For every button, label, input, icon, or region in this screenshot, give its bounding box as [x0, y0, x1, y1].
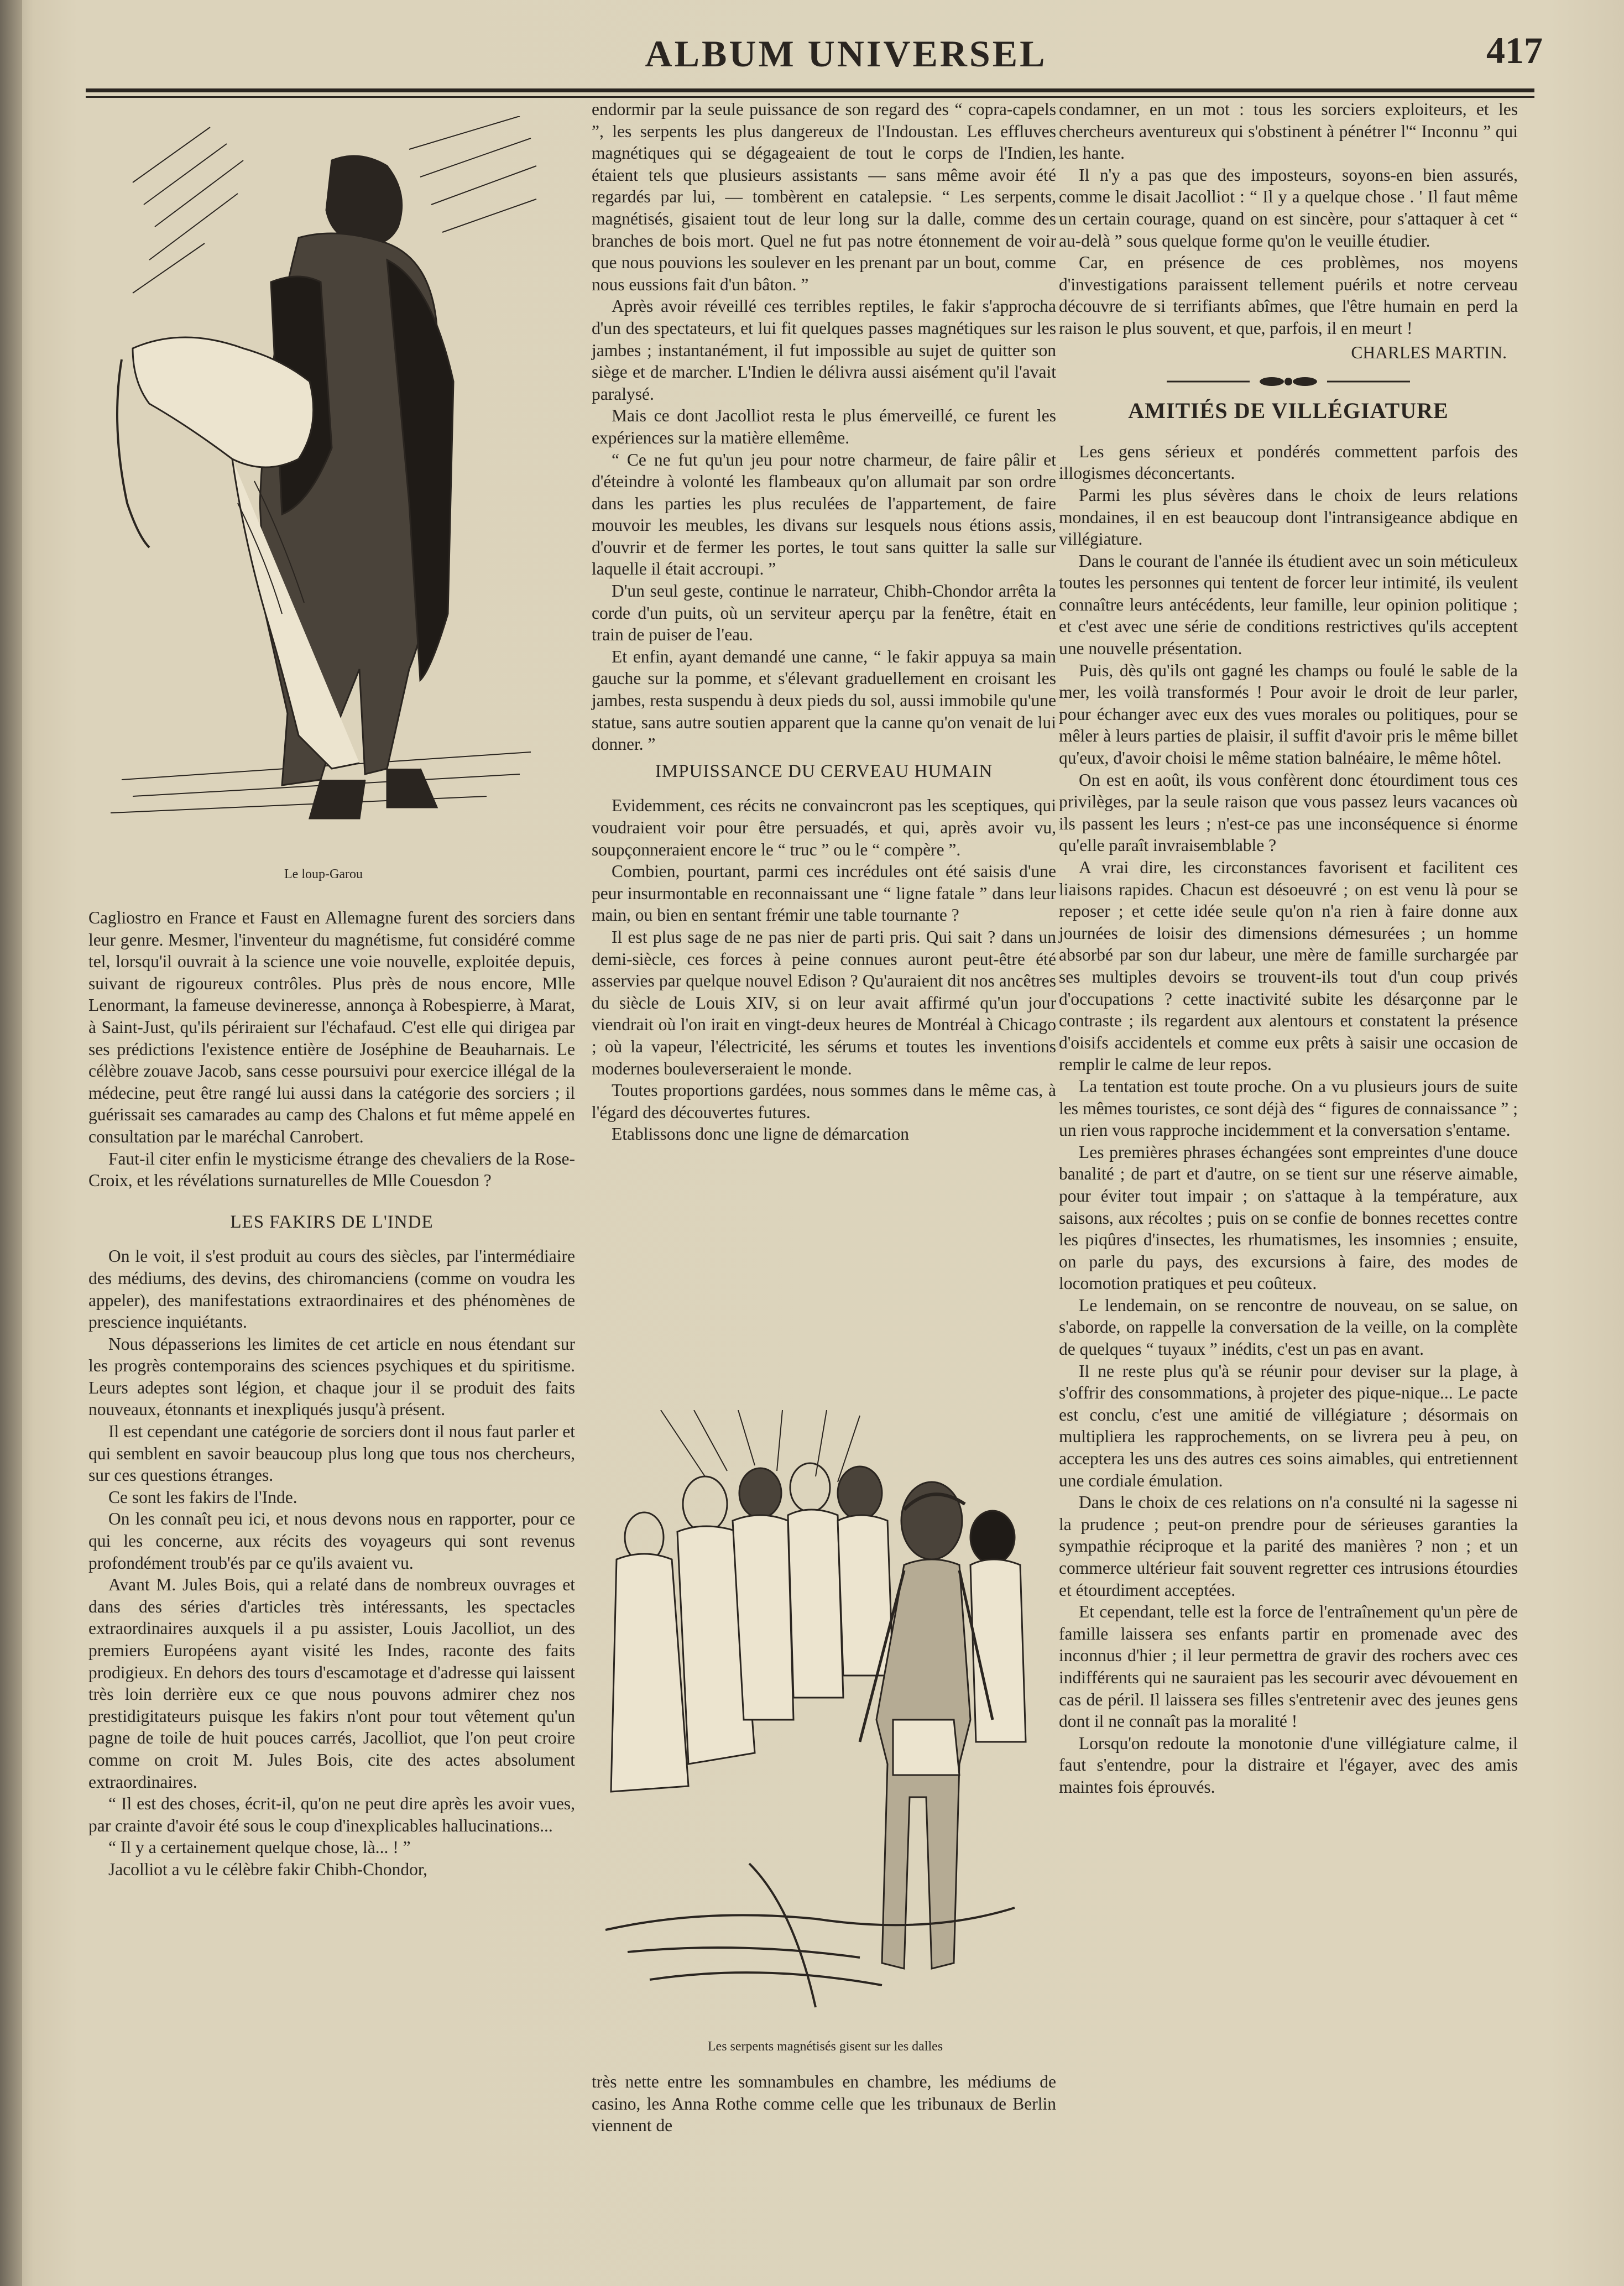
col3-paragraph: Il n'y a pas que des imposteurs, soyons-en bien assurés, comme le disait Jacolliot : “ Il y a quelque chose . ' Il faut même un certain courage, quand on est sincère, pour s'attaquer à cet “ au-delà ” sous quelque forme qu'on le veuille étudier. — [1059, 165, 1518, 250]
subhead-impuissance: IMPUISSANCE DU CERVEAU HUMAIN — [655, 761, 993, 781]
col2-bottom-text: très nette entre les somnambules en chambre, les médiums de casino, les Anna Rothe comme celle que les tribunaux de Berlin viennent de — [592, 2072, 1056, 2136]
col2-paragraph: Il est plus sage de ne pas nier de parti pris. Qui sait ? dans un demi-siècle, ces forces à peine connues auront peut-être été asservies par quelque nouvel Edison ? Qu'auraient dit nos ancêtres du siècle de Louis XIV, si on leur avait affirmé qu'un jour viendrait où l'on irait en vingt-deux heures de Montréal à Chicago ; où la vapeur, l'électricité, les sérums et toutes les inventions modernes bouleverseraient le monde. — [592, 927, 1056, 1078]
col3-paragraph: Il ne reste plus qu'à se réunir pour deviser sur la plage, à s'offrir des consommations, à projeter des pique-nique... Le pacte est conclu, c'est une amitié de villégiature ; désormais on multipliera les rapprochements, on se livrera peu à peu, on acceptera les uns des autres ces soins aimables, qui entretiennent une cordiale émulation. — [1059, 1361, 1518, 1490]
col1-paragraph: On les connaît peu ici, et nous devons nous en rapporter, pour ce qui les concerne, aux récits des voyageurs qui sont revenus profondément troub'és par ce qu'ils avaient vu. — [88, 1509, 575, 1573]
col2-paragraph: endormir par la seule puissance de son regard des “ copra-capels ”, les serpents les plus dangereux de l'Indoustan. Les effluves magnétiques qui se dégageaient de tout le corps de l'Indien, étaient tels que plusieurs assistants — sans même avoir été regardés par lui, — tombèrent en catalepsie. “ Les serpents, magnétisés, gisaient tout de leur long sur la dalle, comme des branches de bois mort. Quel ne fut pas notre étonnement de voir que nous pouvions les soulever en les prenant par un bout, comme nous eussions fait d'un bâton. ” — [592, 100, 1056, 294]
loup-garou-illustration — [100, 116, 547, 835]
col3-paragraph: Parmi les plus sévères dans le choix de leurs relations mondaines, il en est beaucoup dont l'intransigeance abdique en villégiature. — [1059, 485, 1518, 549]
col3-paragraph: Et cependant, telle est la force de l'entraînement qu'un père de famille laissera ses enfants partir en promenade avec des inconnus d'hier ; il leur permettra de gravir des rochers avec ces indifférents qui ne sauraient pas les secourir avec dévouement en cas de péril. Il laissera ses filles s'entretenir avec des jeunes gens dont il ne connaît pas la moralité ! — [1059, 1602, 1518, 1731]
col3-paragraph: Dans le choix de ces relations on n'a consulté ni la sagesse ni la prudence ; peut-on prendre pour de sérieuses garanties la sympathie réciproque et la parité des manières ? non ; et un commerce ultérieur fait souvent regretter ces intrusions étourdies et étourdiment acceptées. — [1059, 1492, 1518, 1600]
col2-paragraph: Toutes proportions gardées, nous sommes dans le même cas, à l'égard des découvertes futures. — [592, 1081, 1056, 1122]
col3-paragraph: Les gens sérieux et pondérés commettent parfois des illogismes déconcertants. — [1059, 441, 1518, 483]
col3-paragraph: Lorsqu'on redoute la monotonie d'une villégiature calme, il faut s'entendre, pour la distraire et l'égayer, avec des amis maintes fois éprouvés. — [1059, 1733, 1518, 1797]
col2-paragraph: Combien, pourtant, parmi ces incrédules ont été saisis d'une peur insurmontable en reconnaissant une “ ligne fatale ” dans leur main, ou bien en sentant frémir une table tournante ? — [592, 862, 1056, 925]
col3-paragraph: Les premières phrases échangées sont empreintes d'une douce banalité ; de part et d'autre, on se tient sur une réserve aimable, pour éviter tout impair ; on s'attaque à la température, aux saisons, aux récoltes ; puis on se confie de bonnes recettes contre les piqûres d'insectes, les rhumatismes, les insomnies ; ensuite, on parle du pays, des excursions à faire, des modes de locomotion pratiques et peu coûteux. — [1059, 1142, 1518, 1293]
col3-paragraph: On est en août, ils vous confèrent donc étourdiment tous ces privilèges, par la seule raison que vous passez leurs vacances où ils passent les leurs ; n'est-ce pas une inconséquence si énorme qu'elle paraît invraisemblable ? — [1059, 770, 1518, 855]
column-2-bottom — [592, 2071, 1056, 2137]
col2-paragraph: Et enfin, ayant demandé une canne, “ le fakir appuya sa main gauche sur la pomme, et s'élevant graduellement en croisant les jambes, resta suspendu à deux pieds du sol, aussi immobile qu'une statue, sans autre soutien apparent que la canne qu'on venait de lui donner. ” — [592, 646, 1056, 754]
col1-paragraph: Il est cependant une catégorie de sorciers dont il nous faut parler et qui semblent en savoir beaucoup plus long que tous nos chercheurs, sur ces questions étranges. — [88, 1422, 575, 1485]
col1-paragraph: Jacolliot a vu le célèbre fakir Chibh-Chondor, — [108, 1859, 427, 1879]
col2-paragraph: Evidemment, ces récits ne convaincront pas les sceptiques, qui voudraient voir pour être persuadés, et qui, après avoir vu, soupçonneraient encore le “ truc ” ou le “ compère ”. — [592, 796, 1056, 859]
subhead-fakirs: LES FAKIRS DE L'INDE — [230, 1212, 434, 1232]
col1-paragraph: Nous dépasserions les limites de cet article en nous étendant sur les progrès contemporains des sciences psychiques et du spiritisme. Leurs adeptes sont légion, et chaque jour il se produit des faits nouveaux, étonnants et inexpliqués jusqu'à présent. — [88, 1334, 575, 1419]
page-header-title: ALBUM UNIVERSEL — [645, 33, 1047, 75]
col3-paragraph: condamner, en un mot : tous les sorciers exploiteurs, et les chercheurs aventureux qui s'obstinent à pénétrer l'“ Inconnu ” qui les hante. — [1059, 100, 1518, 163]
section-divider-ornament — [1167, 373, 1410, 390]
column-3 — [1059, 98, 1518, 1798]
col2-paragraph: Etablissons donc une ligne de démarcation — [612, 1124, 909, 1144]
col1-paragraph: On le voit, il s'est produit au cours des siècles, par l'intermédiaire des médiums, des devins, des chiromanciens (comme on voudra les appeler), des manifestations extraordinaires et des phénomènes de prescience inquiétants. — [88, 1246, 575, 1332]
col3-paragraph: A vrai dire, les circonstances favorisent et facilitent ces liaisons rapides. Chacun est désoeuvré ; on est venu là pour se reposer ; et cette idée seule qu'on n'a rien à faire donne aux journées de loisir des dimensions démesurées ; un homme absorbé par son dur labeur, une mère de famille surchargée par ses multiples devoirs se trouvent-ils tout d'un coup privés d'occupations ? cette inactivité subite les désarçonne par le contraste ; ils regardent aux alentours et constatent la présence d'oisifs accidentels et comme eux prêts à saisir une occasion de remplir le calme de leur repos. — [1059, 858, 1518, 1074]
page-number: 417 — [1486, 29, 1543, 71]
fakir-serpents-illustration — [594, 1410, 1056, 2029]
column-2 — [592, 98, 1056, 1145]
col3-paragraph: La tentation est toute proche. On a vu plusieurs jours de suite les mêmes touristes, ce sont déjà des “ figures de connaissance ” ; un rien vous rapproche incidemment et la conversation s'entame. — [1059, 1076, 1518, 1140]
header-rule-thick — [86, 88, 1534, 92]
col3-paragraph: Dans le courant de l'année ils étudient avec un soin méticuleux toutes les personnes qui tentent de forcer leur intimité, ils veulent connaître leurs antécédents, leur famille, leur opinion politique ; et c'est avec une série de conditions restrictives qu'ils acceptent une nouvelle présentation. — [1059, 551, 1518, 659]
col2-paragraph: Mais ce dont Jacolliot resta le plus émerveillé, ce furent les expériences sur la matière ellemême. — [592, 406, 1056, 447]
col1-paragraph: “ Il est des choses, écrit-il, qu'on ne peut dire après les avoir vues, par crainte d'avoir été sous le coup d'inexplicables hallucinations... — [88, 1794, 575, 1835]
col3-paragraph: Car, en présence de ces problèmes, nos moyens d'investigations paraissent tellement puérils et notre cerveau découvre de si terrifiants abîmes, que l'être humain en perd la raison le plus souvent, et que, parfois, il en meurt ! — [1059, 253, 1518, 338]
col1-paragraph: Faut-il citer enfin le mysticisme étrange des chevaliers de la Rose-Croix, et les révélations surnaturelles de Mlle Couesdon ? — [88, 1149, 575, 1191]
col2-paragraph: D'un seul geste, continue le narrateur, Chibh-Chondor arrêta la corde d'un puits, où un serviteur aperçu par la fenêtre, était en train de puiser de l'eau. — [592, 581, 1056, 645]
col1-paragraph: “ Il y a certainement quelque chose, là... ! ” — [108, 1838, 411, 1857]
col2-paragraph: “ Ce ne fut qu'un jeu pour notre charmeur, de faire pâlir et d'éteindre à volonté les flambeaux qu'on allumait par son ordre dans les parties les plus reculées de l'appartement, de faire mouvoir les meubles, les divans sur lesquels nous étions assis, d'ouvrir et de fermer les portes, le tout sans quitter la salle sur laquelle il était accroupi. ” — [592, 450, 1056, 579]
col3-paragraph: Puis, dès qu'ils ont gagné les champs ou foulé le sable de la mer, les voilà transformés ! Pour avoir le droit de leur parler, pour échanger avec eux des vues morales ou politiques, pour se mêler à leurs parties de plaisir, il suffit d'avoir pris le même billet qu'eux, d'avoir choisi le même station balnéaire, le même hôtel. — [1059, 660, 1518, 768]
col1-paragraph: Avant M. Jules Bois, qui a relaté dans de nombreux ouvrages et dans des séries d'articles très intéressants, les spectacles extraordinaires auxquels il a pu assister, Louis Jacolliot, un des premiers Européens ayant visité les Indes, raconte des faits prodigieux. En dehors des tours d'escamotage et d'adresse qui laissent très loin derrière eux ce que nous pouvons admirer chez nos prestidigitateurs puisque les fakirs n'ont pour tout vêtement qu'un pagne de toile de huit pouces carrés, Jacolliot, que l'on peut croire comme on croit M. Jules Bois, cite des actes absolument extraordinaires. — [88, 1575, 575, 1792]
column-1 — [88, 907, 575, 1881]
figure-caption-loup-garou: Le loup-Garou — [284, 867, 363, 881]
binding-gutter — [0, 0, 22, 2286]
header-rule-thin — [86, 96, 1534, 98]
col3-paragraph: Le lendemain, on se rencontre de nouveau, on se salue, on s'aborde, on rappelle la conversation de la veille, on la complète de quelques “ tuyaux ” inédits, c'est un pas en avant. — [1059, 1295, 1518, 1359]
col1-paragraph: Ce sont les fakirs de l'Inde. — [108, 1487, 297, 1507]
article-title-amities: AMITIÉS DE VILLÉGIATURE — [1128, 398, 1449, 424]
author-signature: CHARLES MARTIN. — [1351, 342, 1507, 362]
col1-paragraph: Cagliostro en France et Faust en Allemagne furent des sorciers dans leur genre. Mesmer, l'inventeur du magnétisme, fut considéré comme tel, lorsqu'il ouvrait à la science une voie nouvelle, exploitée depuis, suivant de rigoureux contrôles. Plus près de nous encore, Mlle Lenormant, la fameuse devineresse, annonça à Robespierre, à Marat, à Saint-Just, qu'ils périraient sur l'échafaud. C'est elle qui dirigea par ses prédictions l'existence entière de Joséphine de Beauharnais. Le célèbre zouave Jacob, sans cesse poursuivi pour exercice illégal de la médecine, peut être rangé lui aussi dans la catégorie des sorciers ; il guérissait ses camarades au camp des Chalons et fut même appelé en consultation par le maréchal Canrobert. — [88, 908, 575, 1146]
col2-paragraph: Après avoir réveillé ces terribles reptiles, le fakir s'approcha d'un des spectateurs, et lui fit quelques passes magnétiques sur les jambes ; instantanément, il fut impossible au sujet de quitter son siège et de marcher. L'Indien le délivra aussi aisément qu'il l'avait paralysé. — [592, 296, 1056, 404]
figure-caption-serpents: Les serpents magnétisés gisent sur les dalles — [707, 2039, 943, 2054]
